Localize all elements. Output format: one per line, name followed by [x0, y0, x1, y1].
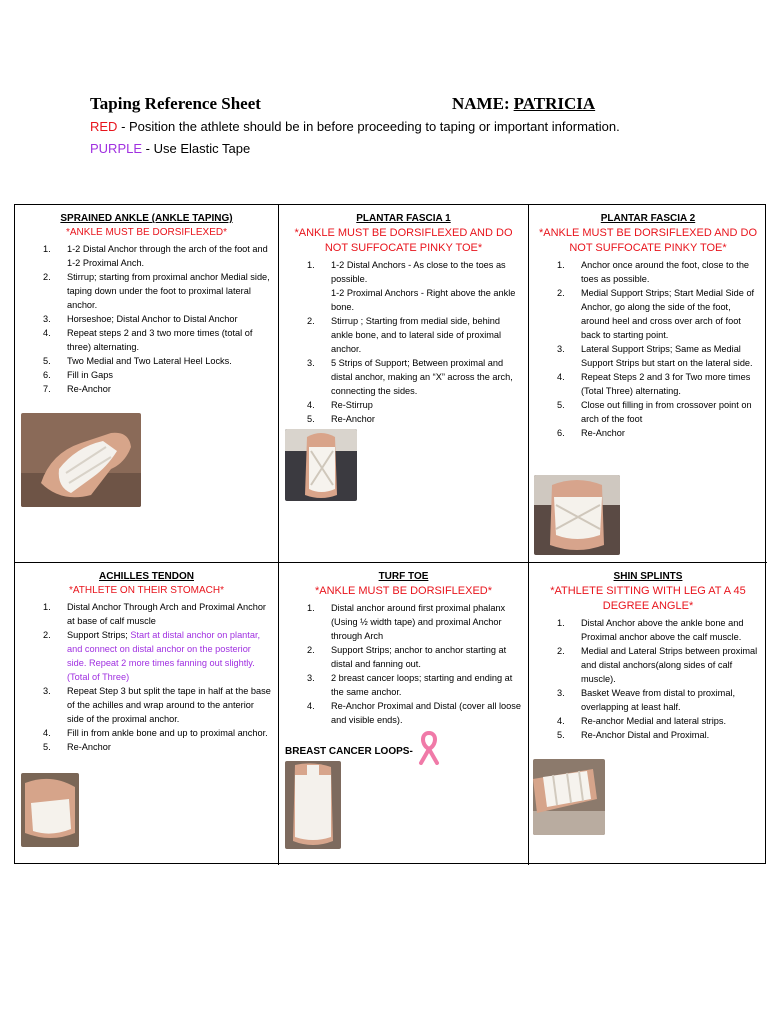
taping-grid	[14, 204, 766, 864]
step-list	[529, 616, 761, 742]
ankle-taping-photo	[21, 413, 141, 507]
step-item: 3. Basket Weave from distal to proximal, overlapping at least half.	[557, 687, 736, 712]
step-item: 2. Medial Support Strips; Start Medial Side of Anchor, go along the side of the foot, around heel and cross over arch of foot back to starting point.	[557, 287, 755, 340]
step-item: 5. Re-Anchor Distal and Proximal.	[557, 729, 710, 740]
step-item: 1. Anchor once around the foot, close to the toes as possible.	[557, 259, 750, 284]
card-plantar-fascia-1	[279, 205, 529, 563]
step-item: 1. 1-2 Distal Anchors - As close to the toes as possible. 1-2 Proximal Anchors - Right above the ankle bone.	[307, 259, 516, 312]
step-item: 6. Fill in Gaps	[43, 369, 113, 380]
card-achilles-tendon	[15, 563, 279, 865]
achilles-photo	[21, 773, 79, 847]
step-item: 5. Re-Anchor	[43, 741, 111, 752]
card-plantar-fascia-2	[529, 205, 767, 563]
shin-splints-photo	[533, 759, 605, 835]
step-list	[15, 242, 272, 396]
step-item: 2. Stirrup ; Starting from medial side, behind ankle bone, and to lateral side of proximal anchor.	[307, 315, 502, 354]
step-list	[15, 600, 272, 754]
step-item: 4. Fill in from ankle bone and up to proximal anchor.	[43, 727, 268, 738]
legend-red	[90, 119, 620, 134]
name-line	[452, 94, 595, 114]
step-item: 3. Lateral Support Strips; Same as Medial Support Strips but start on the lateral side.	[557, 343, 753, 368]
name-label: NAME:	[452, 94, 510, 113]
card-title: SPRAINED ANKLE (ANKLE TAPING)	[60, 213, 233, 224]
card-warning: *ATHLETE ON THEIR STOMACH*	[68, 585, 225, 596]
breast-cancer-loops-label: BREAST CANCER LOOPS-	[285, 746, 413, 757]
step-item: 2. Support Strips; Start at distal anchor on plantar, and connect on distal anchor on the posterior side. Repeat 2 more times fanning out slightly. (Total of Three)	[43, 629, 261, 682]
card-warning: *ATHLETE SITTING WITH LEG AT A 45 DEGREE ANGLE*	[550, 585, 746, 612]
legend-red-key: RED	[90, 119, 118, 134]
card-title: ACHILLES TENDON	[99, 571, 194, 582]
step-item: 3. Horseshoe; Distal Anchor to Distal Anchor	[43, 313, 238, 324]
legend-purple-key: PURPLE	[90, 141, 143, 156]
card-title: PLANTAR FASCIA 2	[600, 213, 696, 224]
legend-purple-text: - Use Elastic Tape	[142, 141, 251, 156]
card-warning: *ANKLE MUST BE DORSIFLEXED AND DO NOT SUFFOCATE PINKY TOE*	[538, 227, 758, 254]
card-warning: *ANKLE MUST BE DORSIFLEXED*	[314, 585, 493, 597]
step-list	[279, 258, 522, 426]
step-item: 4. Re-anchor Medial and lateral strips.	[557, 715, 727, 726]
step-item: 2. Medial and Lateral Strips between proximal and distal anchors(along sides of calf muscle).	[557, 645, 758, 684]
name-value: PATRICIA	[513, 94, 596, 113]
step-item: 1. Distal anchor around first proximal phalanx (Using ½ width tape) and proximal Anchor through Arch	[307, 602, 506, 641]
step-item: 4. Re-Anchor Proximal and Distal (cover all loose and visible ends).	[307, 700, 521, 725]
step-item: 1. Distal Anchor Through Arch and Proximal Anchor at base of calf muscle	[43, 601, 266, 626]
step-item: 2. Stirrup; starting from proximal anchor Medial side, taping down under the foot to proximal lateral anchor.	[43, 271, 270, 310]
step-item: 4. Re-Stirrup	[307, 399, 373, 410]
step-item: 5. Close out filling in from crossover point on arch of the foot	[557, 399, 752, 424]
step-item: 3. 5 Strips of Support; Between proximal and distal anchor, making an “X” across the arch, connecting the sides.	[307, 357, 513, 396]
step-list	[279, 601, 522, 727]
card-warning: *ANKLE MUST BE DORSIFLEXED*	[66, 227, 227, 238]
step-list	[529, 258, 761, 440]
step-item: 3. 2 breast cancer loops; starting and ending at the same anchor.	[307, 672, 513, 697]
step-item: 2. Support Strips; anchor to anchor starting at distal and fanning out.	[307, 644, 507, 669]
step-item: 4. Repeat Steps 2 and 3 for Two more times (Total Three) alternating.	[557, 371, 751, 396]
step-item: 4. Repeat steps 2 and 3 two more times (total of three) alternating.	[43, 327, 253, 352]
step-item: 1. Distal Anchor above the ankle bone and Proximal anchor above the calf muscle.	[557, 617, 744, 642]
pink-ribbon-icon	[415, 731, 443, 765]
sheet-title: Taping Reference Sheet	[90, 94, 261, 113]
legend-purple	[90, 141, 250, 156]
step-item: 5. Re-Anchor	[307, 413, 375, 424]
step-item: 6. Re-Anchor	[557, 427, 625, 438]
card-turf-toe	[279, 563, 529, 865]
step-item: 3. Repeat Step 3 but split the tape in half at the base of the achilles and wrap around to the anterior side of the proximal anchor.	[43, 685, 271, 724]
step-item: 1. 1-2 Distal Anchor through the arch of the foot and 1-2 Proximal Anch.	[43, 243, 268, 268]
plantar-fascia-2-photo	[534, 475, 620, 555]
turf-toe-photo	[285, 761, 341, 849]
card-warning: *ANKLE MUST BE DORSIFLEXED AND DO NOT SUFFOCATE PINKY TOE*	[294, 227, 513, 254]
card-title: TURF TOE	[378, 571, 429, 582]
card-title: PLANTAR FASCIA 1	[356, 213, 451, 224]
card-shin-splints	[529, 563, 767, 865]
plantar-fascia-1-photo	[285, 429, 357, 501]
step-item: 7. Re-Anchor	[43, 383, 111, 394]
step-item: 5. Two Medial and Two Lateral Heel Locks.	[43, 355, 232, 366]
card-sprained-ankle	[15, 205, 279, 563]
legend-red-text: - Position the athlete should be in before proceeding to taping or important information.	[117, 119, 620, 134]
card-title: SHIN SPLINTS	[613, 571, 683, 582]
